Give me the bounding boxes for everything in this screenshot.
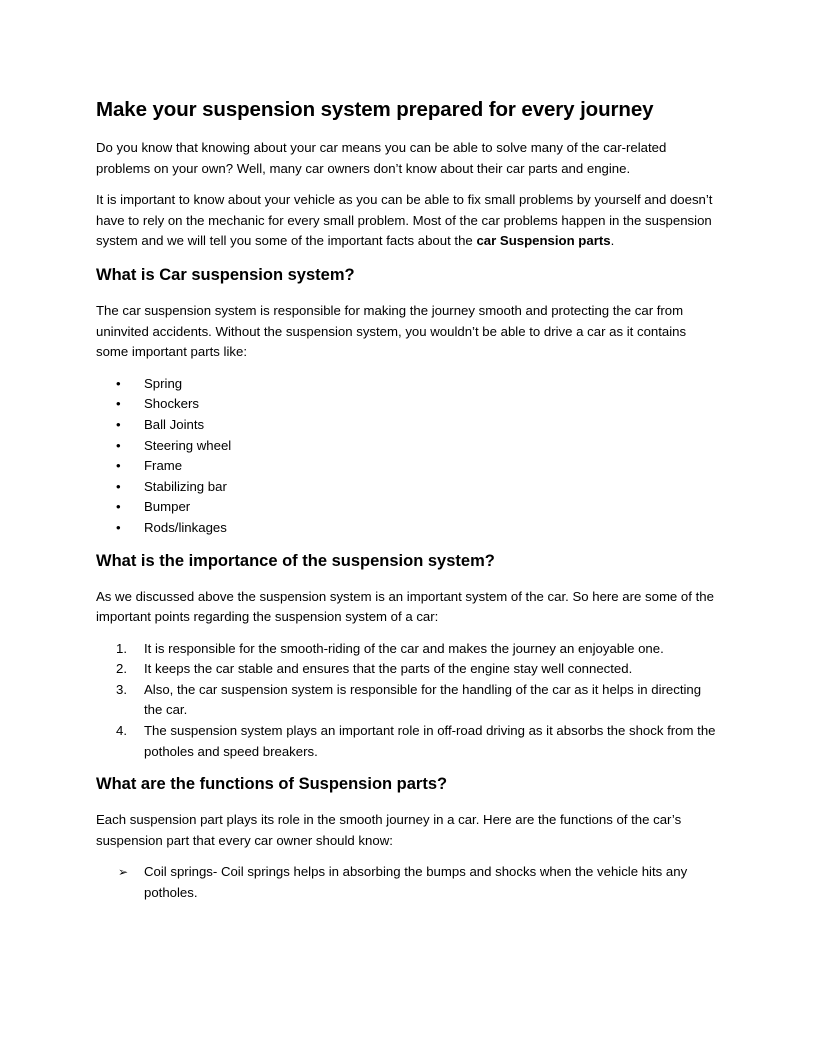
bullet-icon: • (116, 416, 121, 432)
list-item-text: Shockers (144, 396, 199, 412)
importance-numbered-list (96, 639, 720, 763)
list-item (96, 477, 720, 498)
list-item-text: Also, the car suspension system is responsible for the handling of the car as it helps in directing the car. (144, 681, 702, 718)
section-heading-importance: What is the importance of the suspension system? (96, 551, 495, 570)
intro-paragraph-1: Do you know that knowing about your car means you can be able to solve many of the car-related problems on your own? Well, many car owners don’t know about their car parts and engine. (96, 140, 667, 176)
section-heading-functions: What are the functions of Suspension parts? (96, 775, 448, 794)
list-number: 3. (116, 681, 127, 697)
functions-arrow-list (96, 862, 720, 903)
list-item (96, 374, 720, 395)
bullet-icon: • (116, 499, 121, 515)
list-item-text: The suspension system plays an important role in off-road driving as it absorbs the shock from the potholes and speed breakers. (144, 723, 716, 759)
list-item-text: Bumper (144, 499, 191, 515)
list-item (96, 721, 720, 762)
list-number: 4. (116, 723, 127, 739)
section-heading-what-is: What is Car suspension system? (96, 265, 355, 284)
document-body (96, 96, 720, 914)
bullet-icon: • (116, 478, 121, 494)
list-item-text: Spring (144, 375, 183, 391)
section2-paragraph: As we discussed above the suspension system is an important system of the car. So here are some of the important points regarding the suspension system of a car: (96, 588, 714, 625)
list-item-text: Stabilizing bar (144, 478, 227, 494)
bullet-icon: • (116, 519, 121, 535)
section1-paragraph: The car suspension system is responsible for making the journey smooth and protecting the car from uninvited accidents. Without the suspension system, you wouldn’t be able to drive a car as it contains some important parts like: (96, 302, 687, 360)
parts-bullet-list (96, 374, 720, 539)
list-item (96, 639, 720, 660)
bullet-icon: • (116, 437, 121, 453)
list-item (96, 680, 720, 721)
list-item (96, 862, 720, 903)
list-item-text: It keeps the car stable and ensures that the parts of the engine stay well connected. (144, 661, 633, 677)
list-item (96, 456, 720, 477)
list-number: 1. (116, 640, 127, 656)
intro-paragraph-2-end: . (610, 233, 615, 249)
list-number: 2. (116, 661, 127, 677)
list-item-text: Steering wheel (144, 437, 232, 453)
bullet-icon: • (116, 375, 121, 391)
list-item (96, 436, 720, 457)
list-item-text: It is responsible for the smooth-riding of the car and makes the journey an enjoyable one. (144, 640, 664, 656)
list-item (96, 394, 720, 415)
page-title: Make your suspension system prepared for every journey (96, 98, 654, 121)
list-item (96, 518, 720, 539)
list-item (96, 415, 720, 436)
list-item (96, 659, 720, 680)
list-item-text: Coil springs- Coil springs helps in absorbing the bumps and shocks when the vehicle hits any potholes. (144, 864, 688, 901)
list-item (96, 497, 720, 518)
section3-paragraph: Each suspension part plays its role in the smooth journey in a car. Here are the functions of the car’s suspension part that every car owner should know: (96, 812, 682, 848)
intro-paragraph-2 (96, 190, 720, 252)
bullet-icon: • (116, 458, 121, 474)
list-item-text: Rods/linkages (144, 519, 227, 535)
arrow-bullet-icon: ➢ (118, 865, 129, 880)
intro-paragraph-2-text: It is important to know about your vehicle as you can be able to fix small problems by yourself and doesn’t have to rely on the mechanic for every small problem. Most of the car problems happen in the suspension system and we will tell you some of the important facts about the (96, 192, 713, 249)
list-item-text: Frame (144, 458, 183, 474)
bullet-icon: • (116, 396, 121, 412)
list-item-text: Ball Joints (144, 416, 205, 432)
intro-bold-keyword: car Suspension parts (476, 233, 611, 249)
